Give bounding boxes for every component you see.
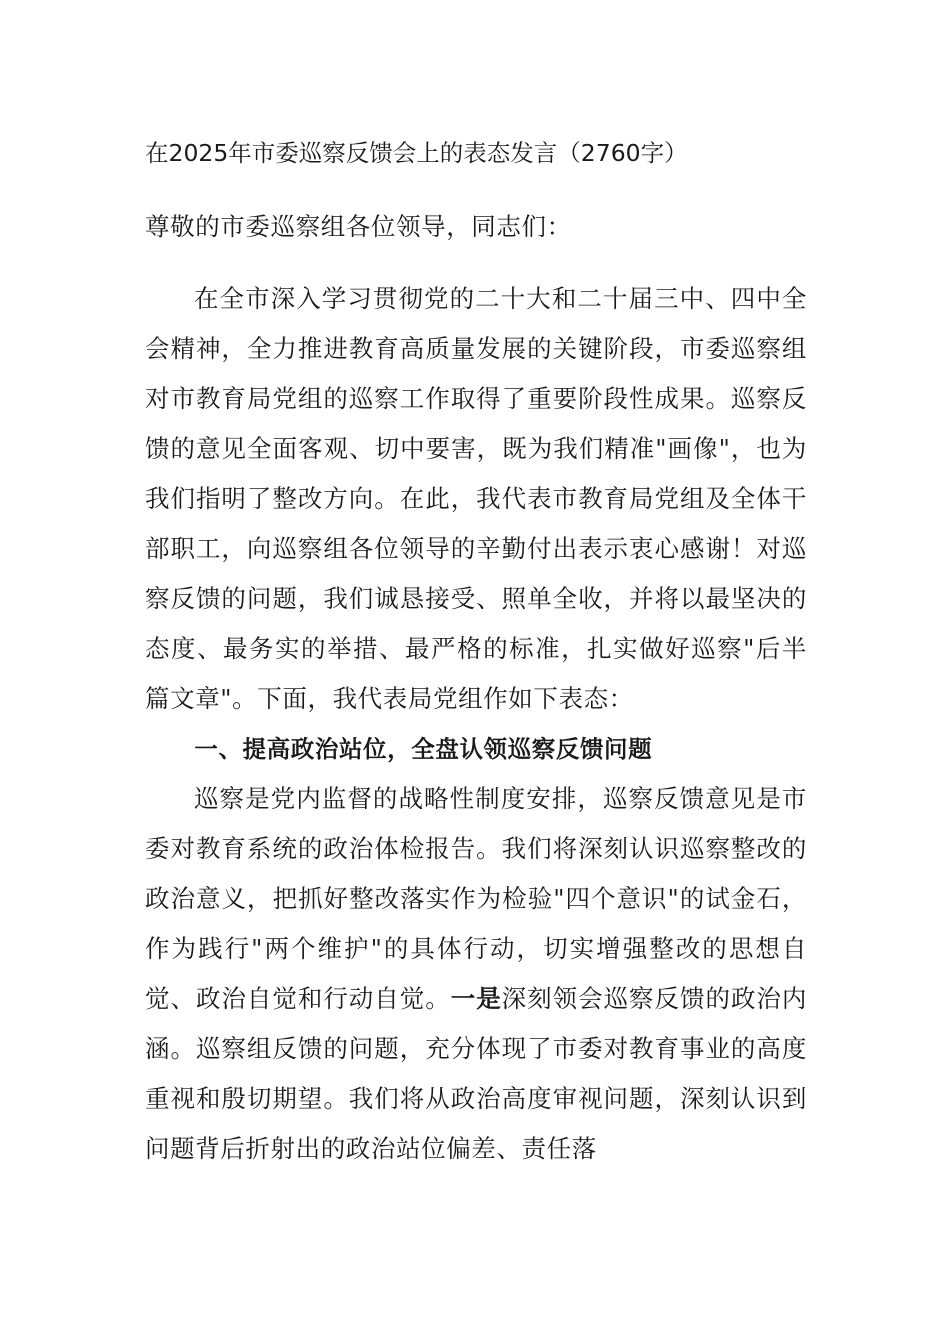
paragraph-text: 巡察是党内监督的战略性制度安排，巡察反馈意见是市委对教育系统的政治体检报告。我们将深刻认识巡察整改的政治意义，把抓好整改落实作为检验"四个意识"的试金石，作为践行"两个维护"的具体行动，切实增强整改的思想自觉、政治自觉和行动自觉。 (145, 784, 807, 1013)
intro-paragraph: 在全市深入学习贯彻党的二十大和二十届三中、四中全会精神，全力推进教育高质量发展的关键阶段，市委巡察组对市教育局党组的巡察工作取得了重要阶段性成果。巡察反馈的意见全面客观、切中要害，既为我们精准"画像"，也为我们指明了整改方向。在此，我代表市教育局党组及全体干部职工，向巡察组各位领导的辛勤付出表示衷心感谢！对巡察反馈的问题，我们诚恳接受、照单全收，并将以最坚决的态度、最务实的举措、最严格的标准，扎实做好巡察"后半篇文章"。下面，我代表局党组作如下表态： (145, 284, 807, 713)
body-paragraph (145, 774, 807, 1174)
document-body (145, 202, 807, 1174)
document-title: 在2025年市委巡察反馈会上的表态发言（2760字） (145, 139, 688, 167)
lead-marker: 一是 (450, 984, 502, 1013)
salutation: 尊敬的市委巡察组各位领导，同志们： (145, 212, 572, 241)
paragraph-text: 深刻领会巡察反馈的政治内涵。巡察组反馈的问题，充分体现了市委对教育事业的高度重视和殷切期望。我们将从政治高度审视问题，深刻认识到问题背后折射出的政治站位偏差、责任落 (145, 984, 808, 1163)
section-heading: 一、提高政治站位，全盘认领巡察反馈问题 (194, 735, 653, 763)
